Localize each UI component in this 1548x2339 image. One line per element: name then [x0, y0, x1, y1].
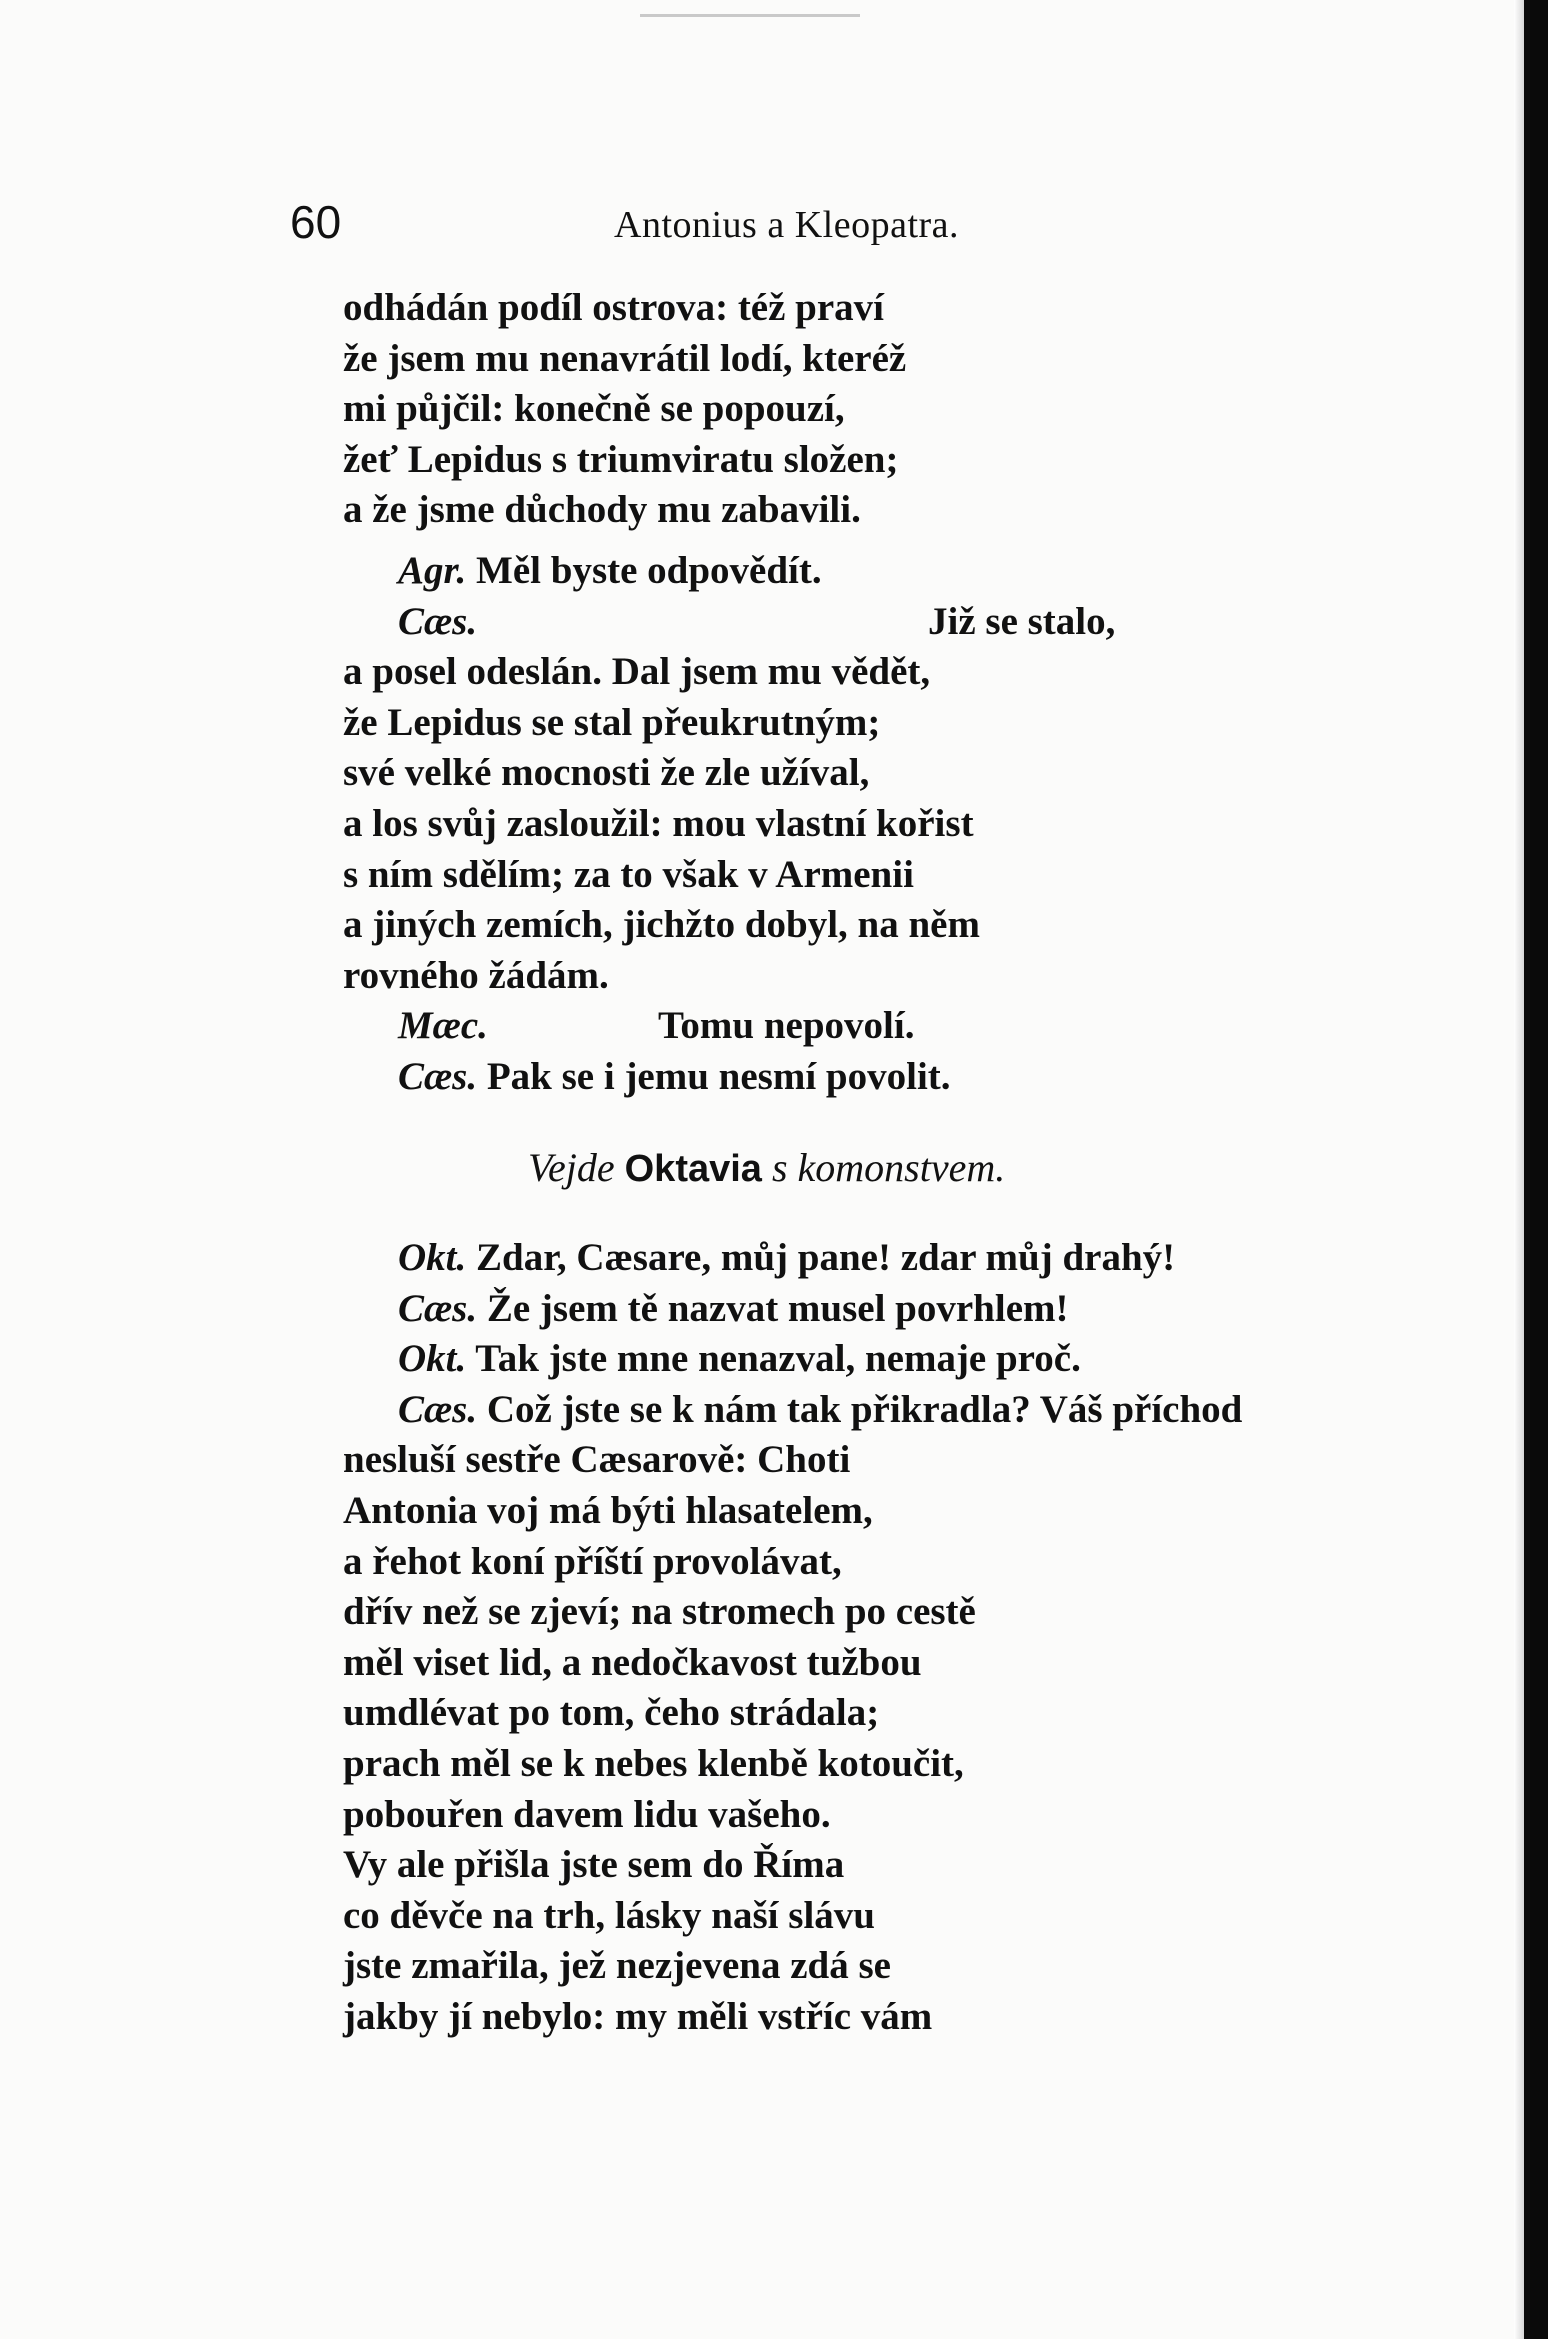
dialogue-line — [343, 597, 1343, 648]
text-line: a že jsme důchody mu zabavili. — [343, 488, 861, 532]
dialogue-line — [343, 1052, 1343, 1103]
text-line: že jsem mu nenavrátil lodí, kteréž — [343, 336, 907, 380]
line-text: Již se stalo, — [928, 599, 1116, 643]
text-line: odhádán podíl ostrova: též praví — [343, 286, 885, 329]
line-text: Zdar, Cæsare, můj pane! zdar můj drahý! — [476, 1236, 1176, 1280]
scan-artifact — [640, 14, 860, 17]
speaker-label: Cæs. — [398, 599, 478, 643]
stage-direction — [343, 1143, 1343, 1194]
scan-border — [1524, 0, 1548, 2339]
line-text: Tak jste mne nenazval, nemaje proč. — [475, 1337, 1081, 1381]
text-line: pobouřen davem lidu vašeho. — [343, 1792, 831, 1836]
text-line: své velké mocnosti že zle užíval, — [343, 751, 870, 795]
speaker-label: Mæc. — [398, 1004, 488, 1048]
text-line: a řehot koní příští provolávat, — [343, 1539, 842, 1583]
line-text: Měl byste odpovědít. — [476, 548, 822, 592]
page-header — [290, 195, 1010, 255]
dialogue-line — [343, 1233, 1343, 1284]
text-line: jakby jí nebylo: my měli vstříc vám — [343, 1995, 933, 2038]
stage-character: Oktavia — [624, 1147, 762, 1190]
text-line: prach měl se k nebes klenbě kotoučit, — [343, 1742, 964, 1786]
speaker-label: Agr. — [398, 548, 467, 592]
text-line: Antonia voj má býti hlasatelem, — [343, 1489, 873, 1533]
stage-rest: s komonstvem. — [771, 1144, 1006, 1190]
text-line: nesluší sestře Cæsarově: Choti — [343, 1438, 851, 1482]
speaker-label: Cæs. — [398, 1286, 478, 1330]
text-line: co děvče na trh, lásky naší slávu — [343, 1893, 875, 1937]
text-line: Vy ale přišla jste sem do Říma — [343, 1843, 845, 1887]
dialogue-line — [343, 1334, 1343, 1385]
text-line: s ním sdělím; za to však v Armenii — [343, 852, 914, 896]
text-line: umdlévat po tom, čeho strádala; — [343, 1691, 880, 1735]
text-line: rovného žádám. — [343, 953, 609, 997]
text-line: a posel odeslán. Dal jsem mu vědět, — [343, 650, 931, 694]
page-edge-shadow — [1514, 0, 1524, 2339]
speaker-label: Okt. — [398, 1236, 467, 1280]
speaker-label: Okt. — [398, 1337, 467, 1381]
text-line: mi půjčil: konečně se popouzí, — [343, 387, 845, 431]
stage-verb: Vejde — [528, 1144, 615, 1190]
speaker-label: Cæs. — [398, 1387, 478, 1431]
page-number: 60 — [290, 196, 342, 248]
page-text — [343, 283, 1343, 2043]
text-line: a los svůj zasloužil: mou vlastní kořist — [343, 801, 974, 845]
dialogue-line — [343, 1284, 1343, 1335]
speaker-label: Cæs. — [398, 1054, 478, 1098]
line-text: Tomu nepovolí. — [658, 1004, 915, 1048]
dialogue-line — [343, 1001, 1343, 1052]
text-line: jste zmařila, jež nezjevena zdá se — [343, 1944, 891, 1988]
text-line: a jiných zemích, jichžto dobyl, na něm — [343, 903, 980, 947]
dialogue-line — [343, 546, 1343, 597]
text-line: měl viset lid, a nedočkavost tužbou — [343, 1640, 922, 1684]
running-title: Antonius a Kleopatra. — [614, 204, 960, 246]
text-line: dřív než se zjeví; na stromech po cestě — [343, 1590, 976, 1634]
line-text: Že jsem tě nazvat musel povrhlem! — [486, 1286, 1069, 1330]
text-line: že Lepidus se stal přeukrutným; — [343, 700, 881, 744]
line-text: Pak se i jemu nesmí povolit. — [486, 1054, 951, 1098]
line-text: Což jste se k nám tak přikradla? Váš příchod — [486, 1387, 1243, 1431]
text-line: žeť Lepidus s triumviratu složen; — [343, 437, 899, 481]
dialogue-line — [343, 1385, 1343, 1436]
